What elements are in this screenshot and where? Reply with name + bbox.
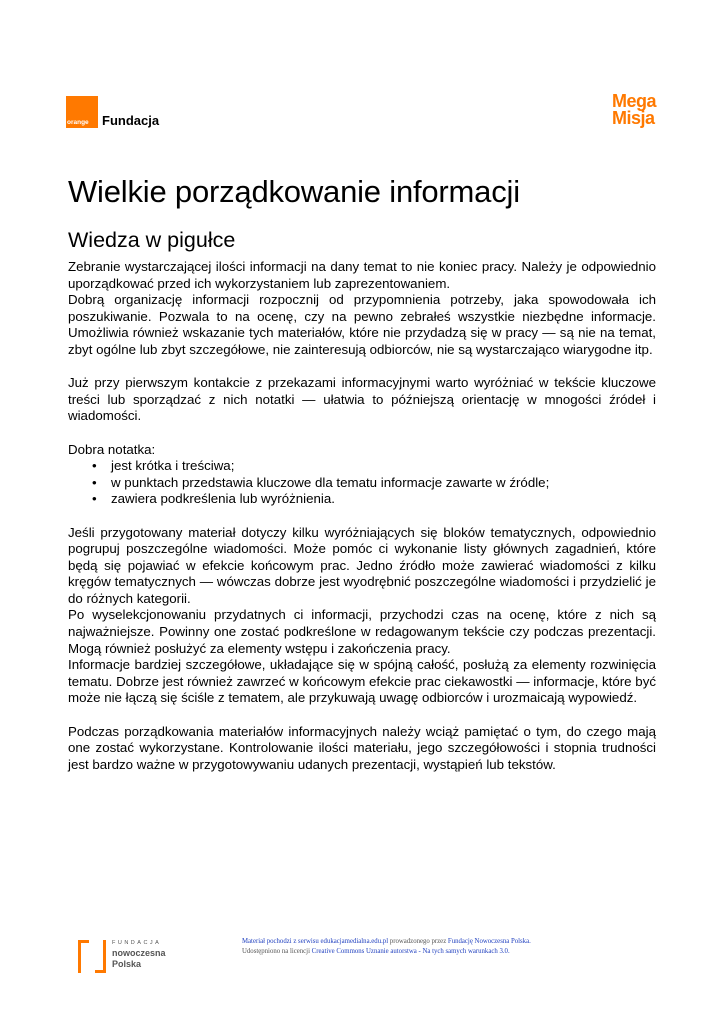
orange-square-icon <box>66 96 98 128</box>
credit-text: Udostępniono na licencji <box>242 948 312 955</box>
orange-logo-text: Fundacja <box>102 113 160 128</box>
fnp-logo-text <box>112 940 166 973</box>
fnp-line2: nowoczesna <box>112 947 166 958</box>
mega-misja-line2: Misja <box>612 108 655 128</box>
paragraph: Dobrą organizację informacji rozpocznij od przypomnienia potrzeby, jaka spowodowała ich poszukiwanie. Pozwala to na ocenę, czy na pewno zebrałeś wszystkie niezbędne informacje. Umożliwia również wskazanie tych materiałów, które nie przydadzą się w pracy — są nie na temat, zbyt ogólne lub zbyt szczegółowe, nie zainteresują odbiorców, nie są wystarczająco wiarygodne itp. <box>68 292 656 357</box>
site-link[interactable]: edukacjamedialna.edu.pl <box>320 938 389 945</box>
document-subtitle: Wiedza w pigułce <box>68 228 236 252</box>
page-header <box>0 0 724 140</box>
list-item-text: zawiera podkreślenia lub wyróżnienia. <box>111 491 335 507</box>
org-link[interactable]: Fundację Nowoczesna Polska. <box>447 938 531 945</box>
fundacja-nowoczesna-polska-logo <box>78 940 166 973</box>
list-item-text: w punktach przedstawia kluczowe dla tematu informacje zawarte w źródle; <box>111 474 550 490</box>
paragraph: Podczas porządkowania materiałów informacyjnych należy wciąż pamiętać o tym, do czego mają one zostać wykorzystane. Kontrolowanie ilości materiału, jego szczegółowości i stopnia trudności jest bardzo ważne w przygotowywaniu udanych prezentacji, wystąpień lub tekstów. <box>68 723 656 772</box>
notes-list <box>68 458 656 508</box>
paragraph: Już przy pierwszym kontakcie z przekazami informacyjnymi warto wyróżniać w tekście kluczowe treści lub sporządzać z nich notatki — ułatwia to późniejszą orientację w mnogości źródeł i wiadomości. <box>68 375 656 424</box>
credit-line1 <box>242 937 662 947</box>
fnp-line1: FUNDACJA <box>112 940 162 946</box>
credit-text: prowadzonego przez <box>388 938 448 945</box>
mega-misja-logo <box>612 93 662 127</box>
page-footer <box>0 930 724 990</box>
fnp-line3: Polska <box>112 958 142 969</box>
paragraph: Zebranie wystarczającej ilości informacji na dany temat to nie koniec pracy. Należy je odpowiednio uporządkować przed ich wykorzystaniem lub zaprezentowaniem. <box>68 259 656 291</box>
credit-line2 <box>242 947 662 957</box>
list-item-text: jest krótka i treściwa; <box>111 458 235 474</box>
orange-fundacja-logo <box>66 96 159 128</box>
bullet-icon: • <box>92 474 97 490</box>
bracket-right-icon <box>95 940 106 973</box>
paragraph: Informacje bardziej szczegółowe, układające się w spójną całość, posłużą za elementy rozwinięcia tematu. Dobrze jest również zawrzeć w końcowym efekcie prac ciekawostki — informacje, które być może nie łączą się ściśle z tematem, ale przykuwają uwagę odbiorców i urozmaicają wypowiedź. <box>68 657 656 706</box>
bullet-icon: • <box>92 458 97 474</box>
credit-text: Materiał pochodzi z serwisu <box>242 938 321 945</box>
credits <box>242 937 662 957</box>
paragraph: Po wyselekcjonowaniu przydatnych ci informacji, przychodzi czas na ocenę, które z nich są najważniejsze. Powinny one zostać podkreślone w redagowanym tekście czy podczas prezentacji. Mogą również posłużyć za elementy wstępu i zakończenia pracy. <box>68 607 656 656</box>
list-item <box>92 458 656 475</box>
document-body <box>68 259 656 773</box>
list-item <box>92 491 656 508</box>
bracket-left-icon <box>78 940 89 973</box>
document-content <box>68 172 656 773</box>
document-title: Wielkie porządkowanie informacji <box>68 174 520 209</box>
mega-misja-line1: Mega <box>612 91 657 111</box>
list-item <box>92 475 656 492</box>
list-intro: Dobra notatka: <box>68 441 156 457</box>
orange-logo-small-text: orange <box>67 118 89 126</box>
paragraph: Jeśli przygotowany materiał dotyczy kilku wyróżniających się bloków tematycznych, odpowiednio pogrupuj poszczególne wiadomości. Może pomóc ci wykonanie listy głównych zagadnień, które będą się pojawiać w efekcie końcowym prac. Jedno źródło może zawierać wiadomości z kilku kręgów tematycznych — wówczas dobrze jest wyodrębnić poszczególne wiadomości i przydzielić je do różnych kategorii. <box>68 524 656 606</box>
bullet-icon: • <box>92 491 97 507</box>
license-link[interactable]: Creative Commons Uznanie autorstwa - Na tych samych warunkach 3.0. <box>311 948 510 955</box>
